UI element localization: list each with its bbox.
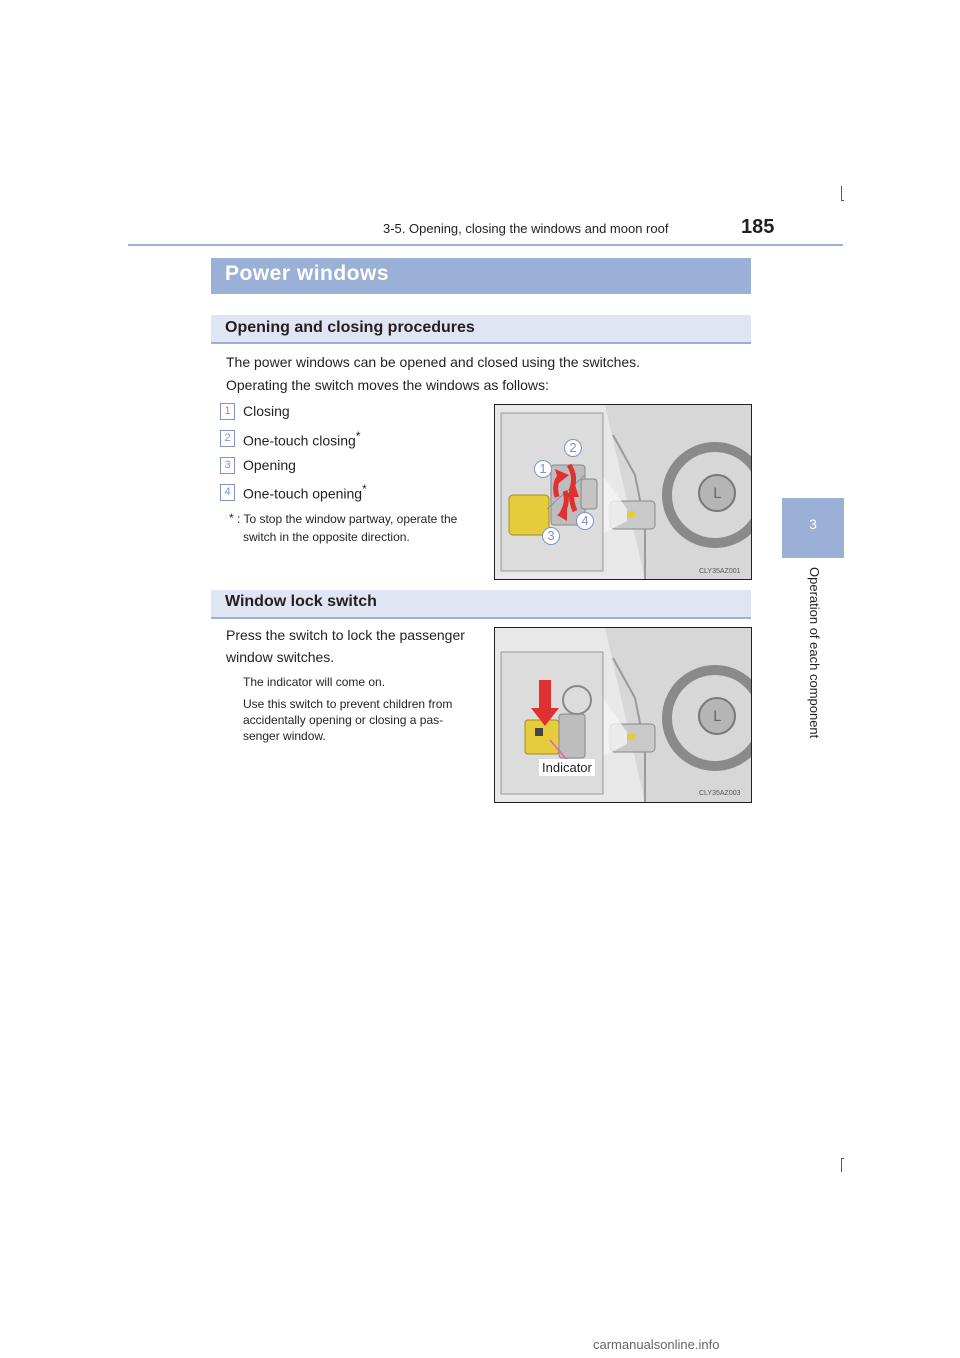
callout-1: 1: [534, 460, 552, 478]
figure-code-1: CLY35AZ001: [699, 568, 741, 575]
footnote-line-1: : To stop the window partway, operate the: [237, 512, 458, 526]
svg-text:L: L: [713, 486, 721, 502]
callout-3: 3: [542, 527, 560, 545]
lock-text-line-2: window switches.: [226, 649, 335, 665]
intro-line-1: The power windows can be opened and closed using the switches.: [226, 354, 641, 370]
item-label-one-touch-closing: One-touch closing*: [243, 429, 361, 449]
item-number: 1: [220, 403, 235, 420]
callout-2: 2: [564, 439, 582, 457]
crop-mark-top: [841, 186, 842, 200]
lock-note-2-line-1: Use this switch to prevent children from: [243, 697, 453, 711]
page-number: 185: [741, 216, 775, 238]
callout-4: 4: [576, 512, 594, 530]
item-label-closing: Closing: [243, 403, 290, 419]
crop-mark-bottom-h: [841, 1158, 844, 1159]
watermark: carmanualsonline.info: [593, 1337, 720, 1352]
figure-code-2: CLY35AZ003: [699, 790, 741, 797]
chapter-side-label: [806, 567, 826, 767]
running-header: 3-5. Opening, closing the windows and moon roof: [383, 221, 669, 236]
lock-note-2-line-2: accidentally opening or closing a pas-: [243, 713, 444, 727]
svg-text:L: L: [713, 709, 721, 725]
item-number: 2: [220, 430, 235, 447]
chapter-tab-number: 3: [809, 516, 817, 532]
header-rule: [128, 244, 843, 246]
footnote-mark: *: [229, 511, 234, 525]
indicator-label: Indicator: [539, 759, 595, 776]
lock-note-1: The indicator will come on.: [243, 675, 386, 689]
item-number: 4: [220, 484, 235, 501]
figure-window-switch: [494, 404, 752, 580]
figure-window-lock: [494, 627, 752, 803]
crop-mark-bottom: [841, 1158, 842, 1172]
lock-text-line-1: Press the switch to lock the passenger: [226, 627, 465, 643]
window-lock-illustration: [495, 628, 751, 802]
item-label-one-touch-opening: One-touch opening*: [243, 482, 367, 502]
footnote-line-2: switch in the opposite direction.: [243, 530, 410, 544]
lock-note-2-line-3: senger window.: [243, 729, 326, 743]
crop-mark-top-h: [841, 200, 844, 201]
intro-line-2: Operating the switch moves the windows as follows:: [226, 377, 549, 393]
subsection-title-window-lock: Window lock switch: [225, 593, 377, 610]
item-number: 3: [220, 457, 235, 474]
subsection-title-opening: Opening and closing procedures: [225, 319, 475, 336]
item-label-opening: Opening: [243, 457, 296, 473]
window-switch-illustration: [495, 405, 751, 579]
chapter-side-label-text: Operation of each component: [807, 567, 822, 739]
section-title: Power windows: [225, 262, 390, 285]
